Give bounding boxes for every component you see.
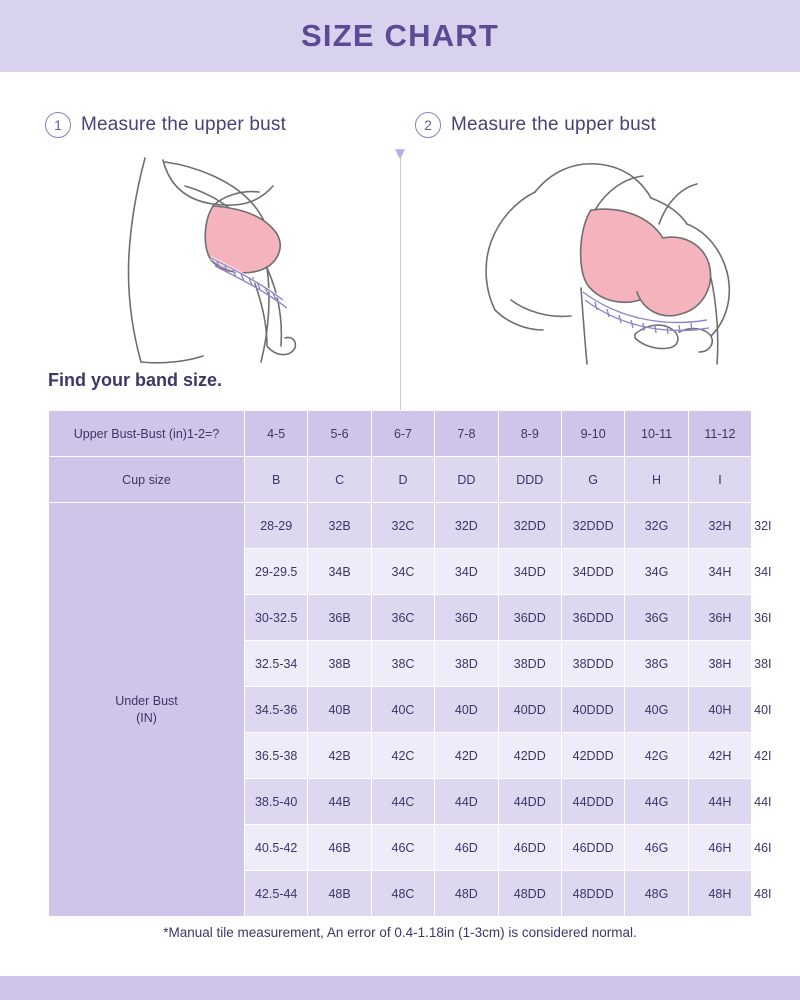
table-row: 36.5-38 42B 42C 42D 42DD 42DDD 42G 42H 42I (49, 733, 752, 779)
size-cell: 34DD (498, 549, 561, 595)
size-cell: 44DDD (561, 779, 624, 825)
size-table-body (49, 411, 772, 917)
under-bust-value: 28-29 (245, 503, 308, 549)
size-cell: 46H (688, 825, 751, 871)
step-1 (45, 112, 405, 138)
size-cell: 46DDD (561, 825, 624, 871)
under-bust-value: 40.5-42 (245, 825, 308, 871)
table-row: 42.5-44 48B 48C 48D 48DD 48DDD 48G 48H 48I (49, 871, 752, 917)
size-cell: 34DDD (561, 549, 624, 595)
size-cell: 38DDD (561, 641, 624, 687)
size-cell: 46D (435, 825, 498, 871)
size-cell: 34D (435, 549, 498, 595)
size-cell: 36DD (498, 595, 561, 641)
chevron-down-icon: ▼ (391, 144, 409, 163)
size-cell: 44D (435, 779, 498, 825)
size-cell: 36DDD (561, 595, 624, 641)
table-header-cell: 11-12 (688, 411, 751, 457)
size-cell: 32B (308, 503, 371, 549)
size-cell: 36B (308, 595, 371, 641)
size-cell: 48H (688, 871, 751, 917)
size-cell: 44G (625, 779, 688, 825)
size-cell: 48D (435, 871, 498, 917)
size-cell: 46DD (498, 825, 561, 871)
table-header-cell: 8-9 (498, 411, 561, 457)
bottom-bar (0, 976, 800, 1000)
table-header-cell: I (688, 457, 751, 503)
table-header-cell: 5-6 (308, 411, 371, 457)
under-bust-value: 42.5-44 (245, 871, 308, 917)
size-cell: 32G (625, 503, 688, 549)
under-bust-value: 32.5-34 (245, 641, 308, 687)
table-row: 34.5-36 40B 40C 40D 40DD 40DDD 40G 40H 40I (49, 687, 752, 733)
size-cell: 40G (625, 687, 688, 733)
size-cell: 48DDD (561, 871, 624, 917)
size-cell: 48B (308, 871, 371, 917)
under-bust-value: 36.5-38 (245, 733, 308, 779)
table-header-cell: 9-10 (561, 411, 624, 457)
size-cell: 44H (688, 779, 751, 825)
table-header-cell: 7-8 (435, 411, 498, 457)
table-header-label: Cup size (49, 457, 245, 503)
size-cell: 40C (371, 687, 434, 733)
size-cell: 48DD (498, 871, 561, 917)
table-row: 32.5-34 38B 38C 38D 38DD 38DDD 38G 38H 38I (49, 641, 752, 687)
table-header-cell: C (308, 457, 371, 503)
size-cell: 42C (371, 733, 434, 779)
step-2-label: Measure the upper bust (451, 114, 657, 135)
table-header-cell: B (245, 457, 308, 503)
size-cell: 42G (625, 733, 688, 779)
page-header (0, 0, 800, 72)
table-row: Under Bust (IN) 28-29 32B 32C 32D 32DD 32DDD 32G 32H 32I (49, 503, 752, 549)
table-header-row (49, 457, 752, 503)
page-title: SIZE CHART (301, 18, 499, 53)
table-header-cell: 6-7 (371, 411, 434, 457)
size-cell: 36D (435, 595, 498, 641)
under-bust-value: 30-32.5 (245, 595, 308, 641)
size-cell: 48G (625, 871, 688, 917)
step-1-label: Measure the upper bust (81, 114, 287, 135)
table-header-cell: D (371, 457, 434, 503)
size-cell: 40DD (498, 687, 561, 733)
size-cell: 44B (308, 779, 371, 825)
size-cell: 38C (371, 641, 434, 687)
size-cell: 42DD (498, 733, 561, 779)
size-cell: 46B (308, 825, 371, 871)
size-cell: 44C (371, 779, 434, 825)
upper-bust-measure-illustration-2 (415, 150, 775, 370)
table-header-row (49, 411, 752, 457)
table-header-cell: 4-5 (245, 411, 308, 457)
size-cell: 40D (435, 687, 498, 733)
size-table-wrapper (48, 410, 772, 917)
size-cell: 42B (308, 733, 371, 779)
step-1-header (45, 112, 405, 138)
size-cell: 36C (371, 595, 434, 641)
size-cell: 34B (308, 549, 371, 595)
size-cell: 32C (371, 503, 434, 549)
size-cell: 40B (308, 687, 371, 733)
step-2 (415, 112, 775, 138)
size-cell: 44DD (498, 779, 561, 825)
size-cell: 34G (625, 549, 688, 595)
table-header-cell: DDD (498, 457, 561, 503)
under-bust-row-label: Under Bust (IN) (49, 503, 245, 917)
table-row: 40.5-42 46B 46C 46D 46DD 46DDD 46G 46H 46I (49, 825, 752, 871)
size-cell: 42DDD (561, 733, 624, 779)
size-cell: 38D (435, 641, 498, 687)
under-bust-value: 29-29.5 (245, 549, 308, 595)
size-cell: 40DDD (561, 687, 624, 733)
size-cell: 36G (625, 595, 688, 641)
size-cell: 38H (688, 641, 751, 687)
band-size-heading: Find your band size. (48, 370, 223, 390)
size-cell: 32D (435, 503, 498, 549)
table-header-cell: G (561, 457, 624, 503)
size-cell: 36H (688, 595, 751, 641)
size-cell: 38G (625, 641, 688, 687)
size-cell: 40H (688, 687, 751, 733)
table-header-label: Upper Bust-Bust (in)1-2=? (49, 411, 245, 457)
table-header-cell: 10-11 (625, 411, 688, 457)
size-cell: 46C (371, 825, 434, 871)
measure-steps-section (0, 72, 800, 372)
under-bust-value: 34.5-36 (245, 687, 308, 733)
size-cell: 46G (625, 825, 688, 871)
size-cell: 48C (371, 871, 434, 917)
size-chart-table (48, 410, 772, 917)
step-2-header (415, 112, 775, 138)
size-cell: 32DDD (561, 503, 624, 549)
step-1-number: 1 (45, 112, 71, 138)
table-row: 29-29.5 34B 34C 34D 34DD 34DDD 34G 34H 34I (49, 549, 752, 595)
table-row: 38.5-40 44B 44C 44D 44DD 44DDD 44G 44H 44I (49, 779, 752, 825)
under-bust-value: 38.5-40 (245, 779, 308, 825)
step-2-number: 2 (415, 112, 441, 138)
size-cell: 38DD (498, 641, 561, 687)
size-cell: 34C (371, 549, 434, 595)
size-cell: 42H (688, 733, 751, 779)
size-cell: 42D (435, 733, 498, 779)
footnote-text: *Manual tile measurement, An error of 0.4-1.18in (1-3cm) is considered normal. (163, 925, 637, 940)
size-cell: 32DD (498, 503, 561, 549)
size-cell: 32H (688, 503, 751, 549)
table-header-cell: DD (435, 457, 498, 503)
size-cell: 34H (688, 549, 751, 595)
table-header-cell: H (625, 457, 688, 503)
table-row: 30-32.5 36B 36C 36D 36DD 36DDD 36G 36H 36I (49, 595, 752, 641)
upper-bust-measure-illustration-1 (45, 150, 405, 370)
size-cell: 38B (308, 641, 371, 687)
